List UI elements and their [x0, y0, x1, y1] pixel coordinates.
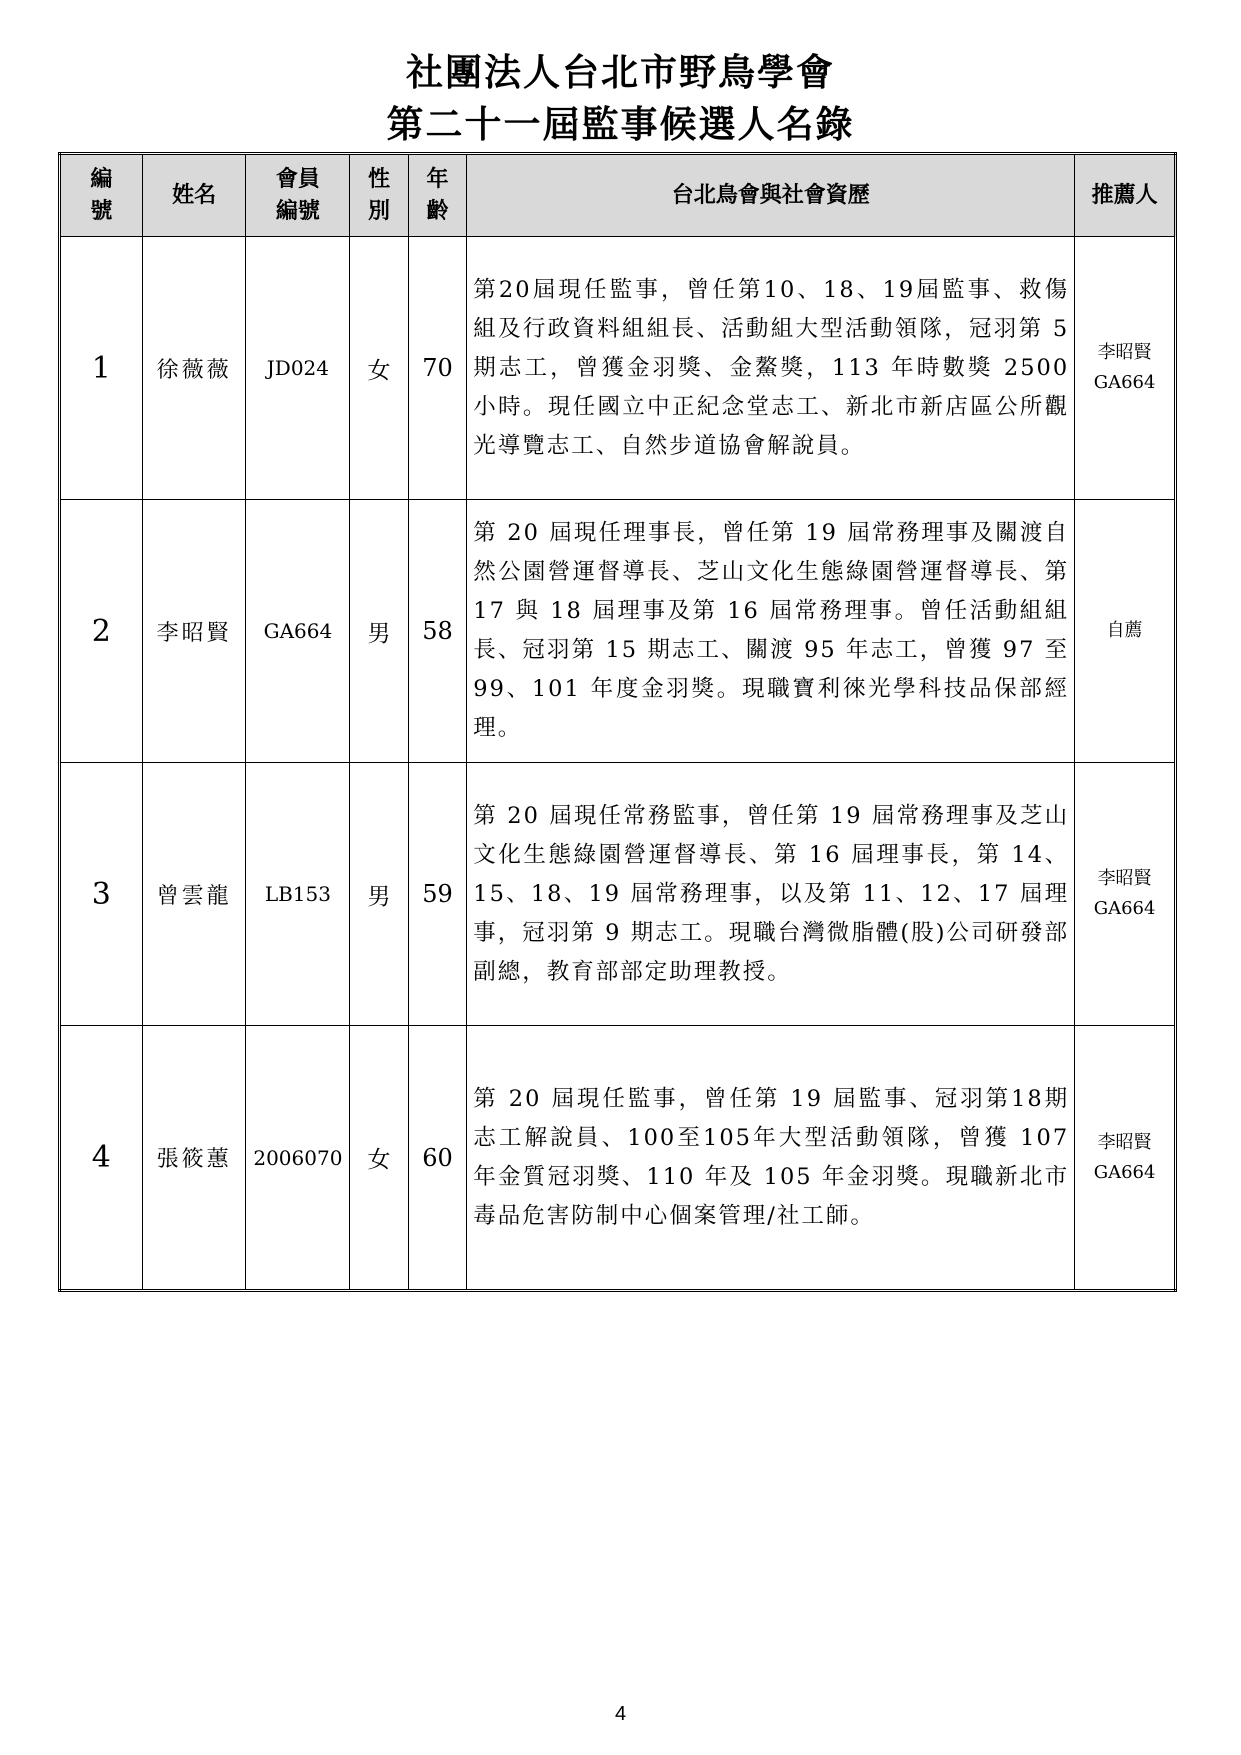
candidate-table [58, 152, 1177, 1292]
cell-number: 1 [60, 237, 143, 500]
cell-name: 曾雲龍 [142, 763, 246, 1026]
document-subtitle: 第二十一屆監事候選人名錄 [386, 103, 855, 146]
cell-background: 第 20 屆現任常務監事，曾任第 19 屆常務理事及芝山文化生態綠園營運督導長、第 16 屆理事長，第 14、15、18、19 屆常務理事，以及第 11、12、17 屆理事，冠羽第 9 期志工。現職台灣微脂體(股)公司研發部副總，教育部部定助理教授。 [467, 763, 1075, 1026]
cell-age: 70 [408, 237, 466, 500]
cell-name: 張筱蕙 [142, 1026, 246, 1291]
cell-background: 第 20 屆現任監事，曾任第 19 屆監事、冠羽第18期志工解說員、100至105年大型活動領隊，曾獲 107 年金質冠羽獎、110 年及 105 年金羽獎。現職新北市毒品危害防制中心個案管理/社工師。 [467, 1026, 1075, 1291]
header-background: 台北鳥會與社會資歷 [467, 154, 1075, 237]
header-number: 編 號 [60, 154, 143, 237]
cell-gender: 女 [350, 237, 408, 500]
cell-member-id: 2006070 [246, 1026, 350, 1291]
header-age: 年 齡 [408, 154, 466, 237]
cell-background: 第20屆現任監事，曾任第10、18、19屆監事、救傷組及行政資料組組長、活動組大型活動領隊，冠羽第 5 期志工，曾獲金羽獎、金鰲獎，113 年時數獎 2500 小時。現任國立中正紀念堂志工、新北市新店區公所觀光導覽志工、自然步道協會解說員。 [467, 237, 1075, 500]
table-row [60, 500, 1176, 763]
header-row [60, 154, 1176, 237]
header-gender: 性 別 [350, 154, 408, 237]
document-title: 社團法人台北市野鳥學會 [406, 51, 835, 94]
header-recommender: 推薦人 [1075, 154, 1176, 237]
header-name: 姓名 [142, 154, 246, 237]
cell-recommender: 自薦 [1075, 500, 1176, 763]
cell-number: 4 [60, 1026, 143, 1291]
cell-gender: 男 [350, 763, 408, 1026]
cell-age: 60 [408, 1026, 466, 1291]
cell-recommender: 李昭賢 GA664 [1075, 1026, 1176, 1291]
cell-recommender: 李昭賢 GA664 [1075, 763, 1176, 1026]
cell-background: 第 20 屆現任理事長，曾任第 19 屆常務理事及關渡自然公園營運督導長、芝山文化生態綠園營運督導長、第 17 與 18 屆理事及第 16 屆常務理事。曾任活動組組長、冠羽第 15 期志工、關渡 95 年志工，曾獲 97 至 99、101 年度金羽獎。現職寶利徠光學科技品保部經理。 [467, 500, 1075, 763]
cell-member-id: JD024 [246, 237, 350, 500]
cell-gender: 男 [350, 500, 408, 763]
cell-member-id: GA664 [246, 500, 350, 763]
cell-recommender: 李昭賢 GA664 [1075, 237, 1176, 500]
cell-age: 58 [408, 500, 466, 763]
table-row [60, 237, 1176, 500]
cell-gender: 女 [350, 1026, 408, 1291]
cell-name: 李昭賢 [142, 500, 246, 763]
cell-number: 3 [60, 763, 143, 1026]
cell-member-id: LB153 [246, 763, 350, 1026]
table-row [60, 1026, 1176, 1291]
cell-name: 徐薇薇 [142, 237, 246, 500]
page-number: 4 [614, 1703, 627, 1725]
cell-age: 59 [408, 763, 466, 1026]
table-row [60, 763, 1176, 1026]
cell-number: 2 [60, 500, 143, 763]
header-member-id: 會員 編號 [246, 154, 350, 237]
